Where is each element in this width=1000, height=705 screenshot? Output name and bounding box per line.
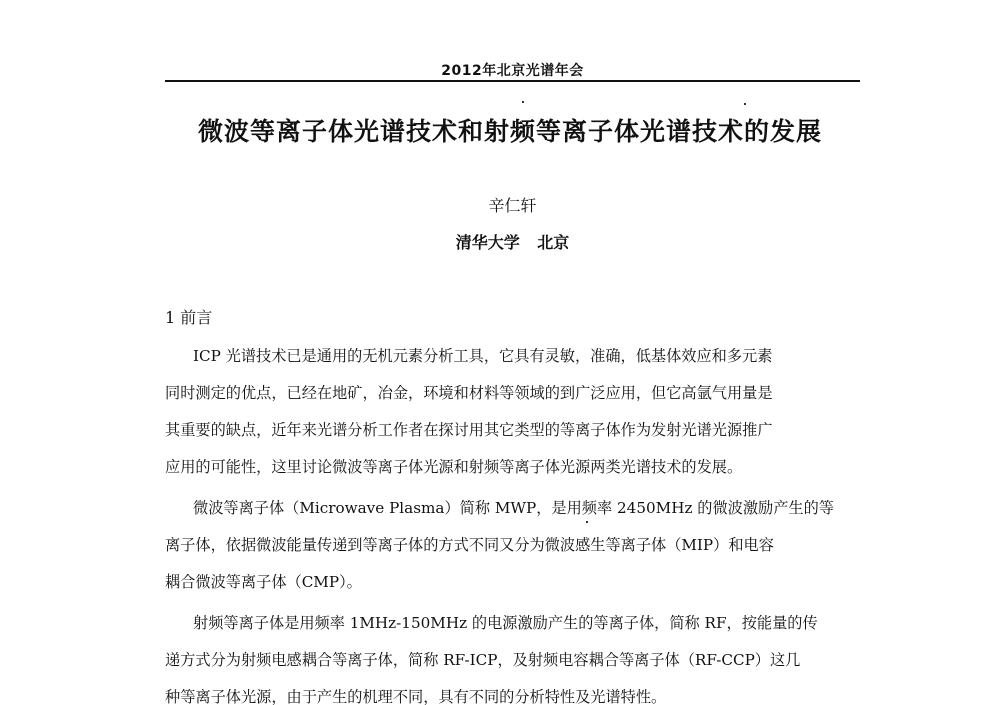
scan-speck xyxy=(522,101,524,103)
header-rule xyxy=(165,80,860,82)
paragraph-3-line-1: 射频等离子体是用频率 1MHz-150MHz 的电源激励产生的等离子体，简称 RF，按能量的传 xyxy=(193,614,818,632)
paragraph-1-line-3: 其重要的缺点，近年来光谱分析工作者在探讨用其它类型的等离子体作为发射光谱光源推广 xyxy=(165,421,773,439)
running-header: 2012年北京光谱年会 xyxy=(441,63,584,79)
paragraph-1-line-4: 应用的可能性，这里讨论微波等离子体光源和射频等离子体光源两类光谱技术的发展。 xyxy=(165,458,743,476)
paragraph-1-line-1: ICP 光谱技术已是通用的无机元素分析工具，它具有灵敏，准确，低基体效应和多元素 xyxy=(193,347,773,365)
author-affiliation: 清华大学 北京 xyxy=(455,233,570,252)
paragraph-2-line-3: 耦合微波等离子体（CMP）。 xyxy=(165,573,362,591)
paragraph-3-line-2: 递方式分为射频电感耦合等离子体，简称 RF-ICP，及射频电容耦合等离子体（RF-CCP）这几 xyxy=(165,651,801,669)
paragraph-2-line-2: 离子体，依据微波能量传递到等离子体的方式不同又分为微波感生等离子体（MIP）和电容 xyxy=(165,536,774,554)
paragraph-2-line-1: 微波等离子体（Microwave Plasma）简称 MWP，是用频率 2450MHz 的微波激励产生的等 xyxy=(193,499,834,517)
paragraph-3-line-3: 种等离子体光源，由于产生的机理不同，具有不同的分析特性及光谱特性。 xyxy=(165,688,667,705)
section-heading: 1 前言 xyxy=(165,308,213,327)
body-text xyxy=(165,338,860,705)
paragraph-1-line-2: 同时测定的优点，已经在地矿，冶金，环境和材料等领域的到广泛应用，但它高氩气用量是 xyxy=(165,384,773,402)
author-name: 辛仁轩 xyxy=(488,196,537,215)
paper-title: 微波等离子体光谱技术和射频等离子体光谱技术的发展 xyxy=(197,117,822,146)
scan-speck xyxy=(744,103,746,105)
scan-speck xyxy=(586,521,588,523)
